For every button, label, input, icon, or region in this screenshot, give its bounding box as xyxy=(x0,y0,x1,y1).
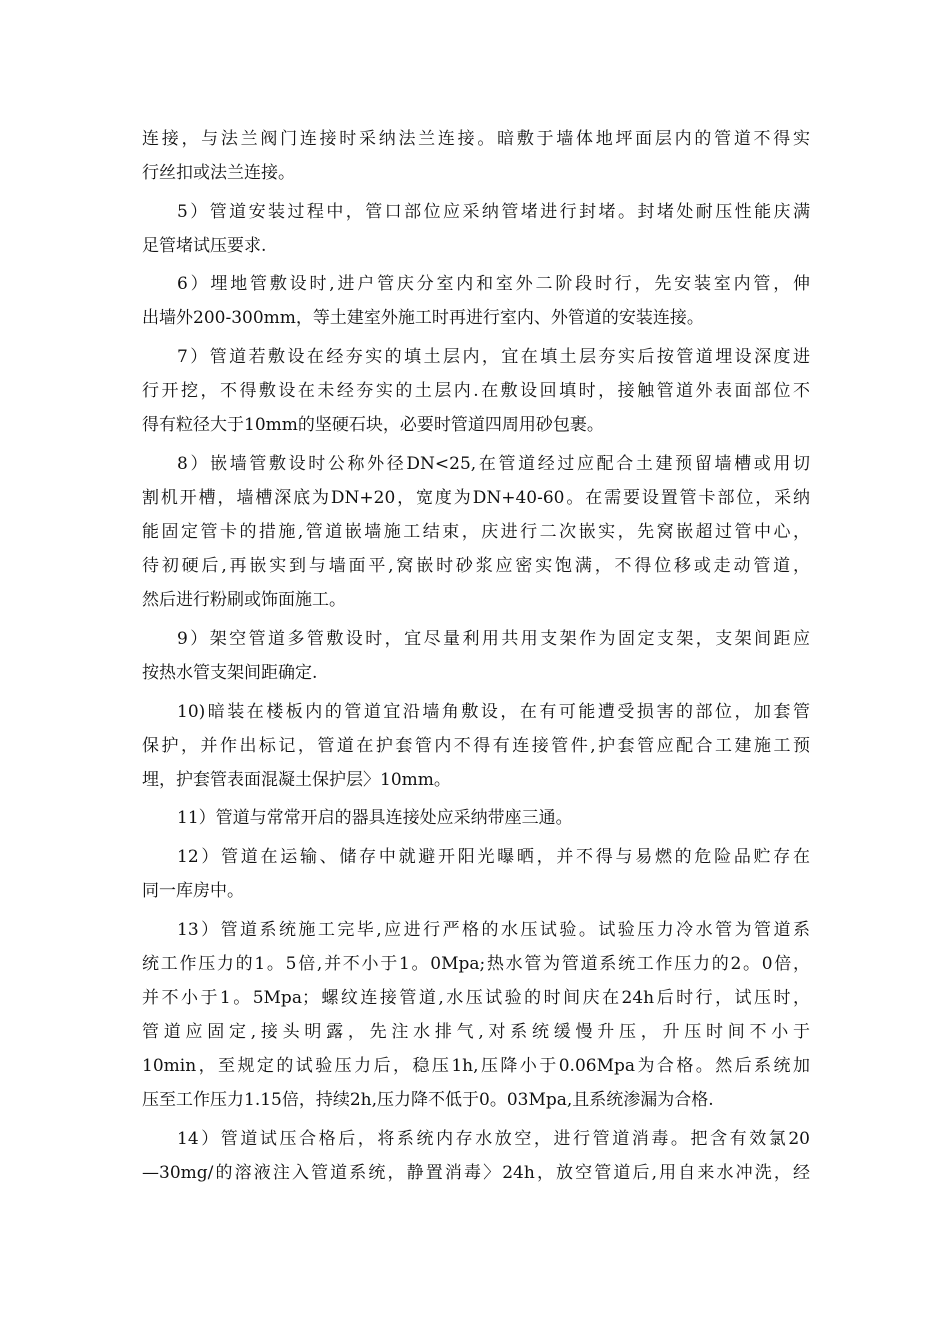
text-line: 8）嵌墙管敷设时公称外径DN<25,在管道经过应配合土建预留墙槽或用切 xyxy=(177,453,810,474)
paragraph xyxy=(142,801,810,835)
text-line: 同一库房中。 xyxy=(142,880,244,901)
paragraph xyxy=(142,195,810,263)
paragraph xyxy=(142,695,810,797)
text-line: —30mg/的溶液注入管道系统，静置消毒〉24h，放空管道后,用自来水冲洗，经 xyxy=(142,1162,810,1183)
text-line: 行开挖，不得敷设在未经夯实的土层内.在敷设回填时，接触管道外表面部位不 xyxy=(142,381,810,402)
text-line: 11）管道与常常开启的器具连接处应采纳带座三通。 xyxy=(177,808,573,829)
text-line: 得有粒径大于10mm的坚硬石块，必要时管道四周用砂包裹。 xyxy=(142,415,604,436)
text-line: 保护，并作出标记，管道在护套管内不得有连接管件,护套管应配合工建施工预 xyxy=(142,735,810,756)
text-line: 待初硬后,再嵌实到与墙面平,窝嵌时砂浆应密实饱满，不得位移或走动管道， xyxy=(142,556,810,577)
paragraph xyxy=(142,1122,810,1190)
text-line: 出墙外200-300mm，等土建室外施工时再进行室内、外管道的安装连接。 xyxy=(142,308,704,329)
paragraph xyxy=(142,267,810,335)
text-line: 5）管道安装过程中，管口部位应采纳管堵进行封堵。封堵处耐压性能庆满 xyxy=(177,201,810,222)
document-body xyxy=(142,122,810,1190)
text-line: 埋，护套管表面混凝土保护层〉10mm。 xyxy=(142,769,451,790)
text-line: 6）埋地管敷设时,进户管庆分室内和室外二阶段时行，先安装室内管，伸 xyxy=(177,274,810,295)
paragraph xyxy=(142,340,810,442)
text-line: 统工作压力的1。5倍,并不小于1。0Mpa;热水管为管道系统工作压力的2。0倍， xyxy=(142,953,810,974)
text-line: 并不小于1。5Mpa；螺纹连接管道,水压试验的时间庆在24h后时行，试压时， xyxy=(142,987,810,1008)
text-line: 按热水管支架间距确定. xyxy=(142,662,318,683)
text-line: 10)暗装在楼板内的管道宜沿墙角敷设，在有可能遭受损害的部位，加套管 xyxy=(177,701,810,722)
text-line: 14）管道试压合格后，将系统内存水放空，进行管道消毒。把含有效氯20 xyxy=(177,1128,810,1149)
text-line: 行丝扣或法兰连接。 xyxy=(142,163,295,184)
text-line: 然后进行粉刷或饰面施工。 xyxy=(142,590,346,611)
paragraph xyxy=(142,913,810,1118)
text-line: 10min，至规定的试验压力后，稳压1h,压降小于0.06Mpa为合格。然后系统加 xyxy=(142,1055,810,1076)
paragraph xyxy=(142,840,810,908)
text-line: 压至工作压力1.15倍，持续2h,压力降不低于0。03Mpa,且系统渗漏为合格. xyxy=(142,1090,714,1111)
text-line: 13）管道系统施工完毕,应进行严格的水压试验。试验压力冷水管为管道系 xyxy=(177,919,810,940)
text-line: 7）管道若敷设在经夯实的填土层内，宜在填土层夯实后按管道埋设深度进 xyxy=(177,347,810,368)
text-line: 连接，与法兰阀门连接时采纳法兰连接。暗敷于墙体地坪面层内的管道不得实 xyxy=(142,129,810,149)
text-line: 管道应固定,接头明露，先注水排气,对系统缓慢升压，升压时间不小于 xyxy=(142,1021,810,1042)
text-line: 12）管道在运输、储存中就避开阳光曝晒，并不得与易燃的危险品贮存在 xyxy=(177,846,810,867)
text-line: 足管堵试压要求. xyxy=(142,235,267,256)
paragraph xyxy=(142,622,810,690)
paragraph xyxy=(142,122,810,190)
text-line: 能固定管卡的措施,管道嵌墙施工结束，庆进行二次嵌实，先窝嵌超过管中心， xyxy=(142,522,810,543)
text-line: 割机开槽，墙槽深底为DN+20，宽度为DN+40-60。在需要设置管卡部位，采纳 xyxy=(142,487,810,508)
text-line: 9）架空管道多管敷设时，宜尽量利用共用支架作为固定支架，支架间距应 xyxy=(177,628,810,649)
paragraph xyxy=(142,447,810,617)
